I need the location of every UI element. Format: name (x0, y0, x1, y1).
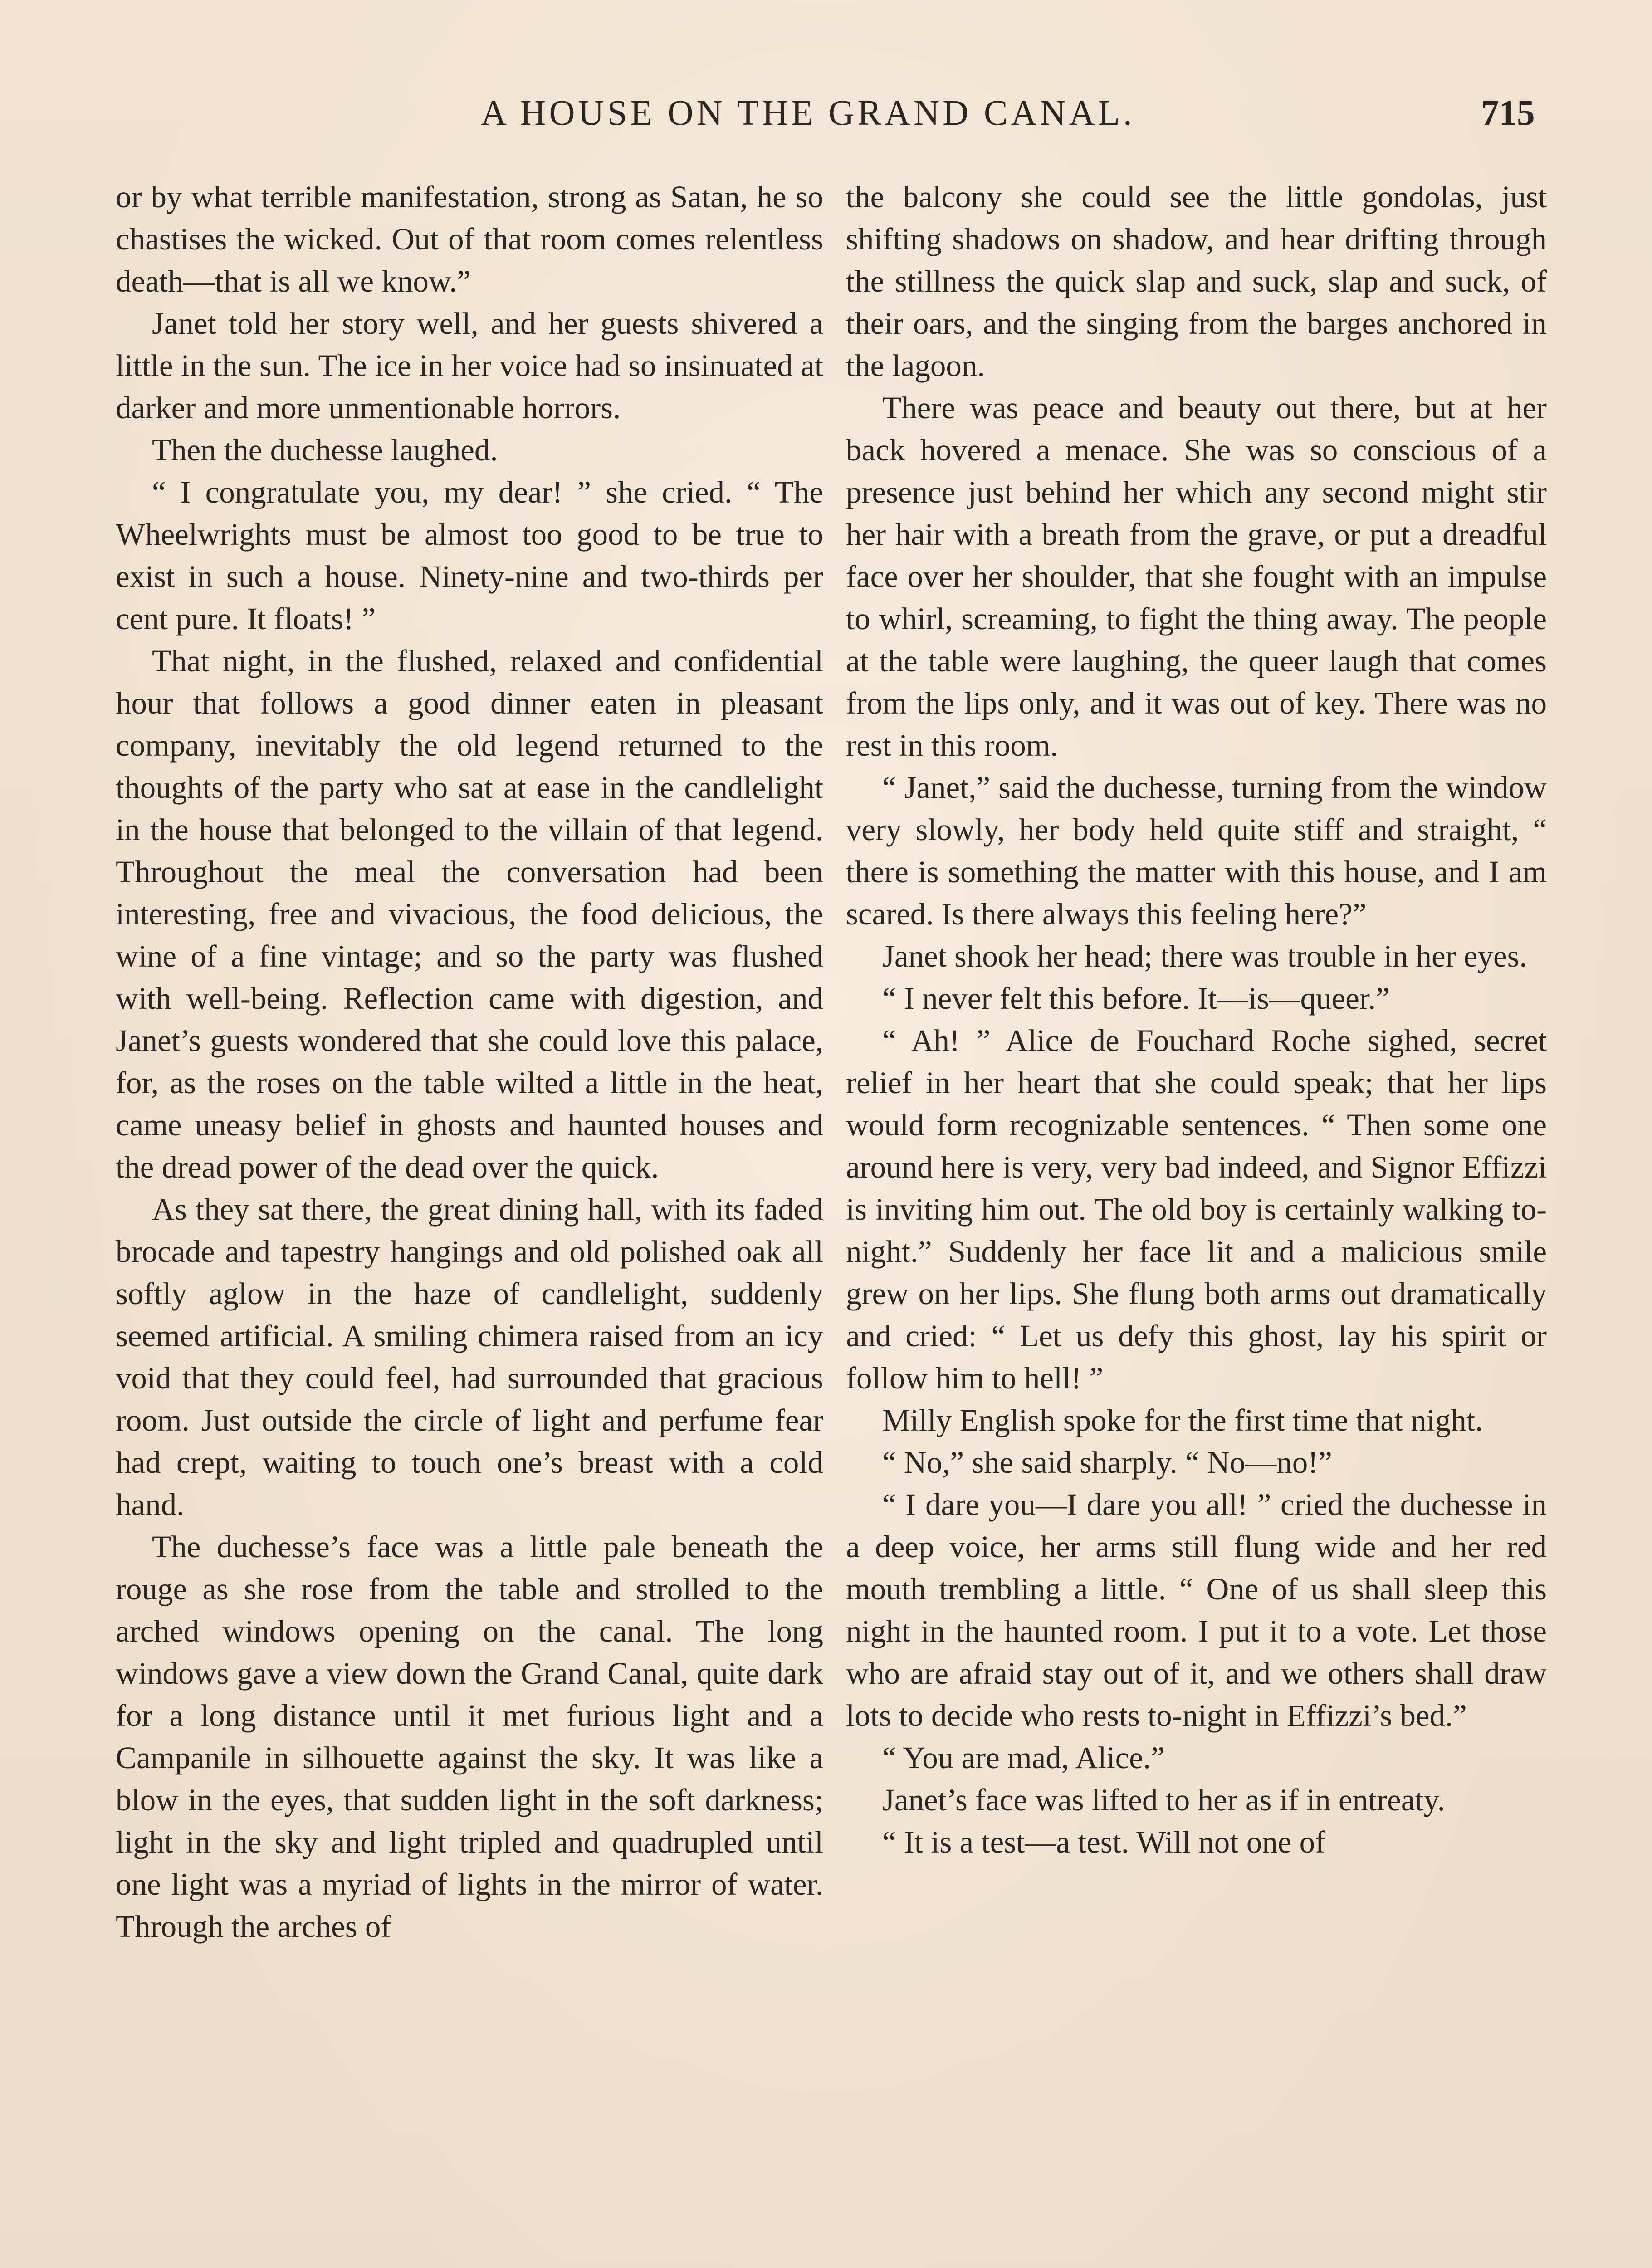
paragraph: There was peace and beauty out there, but at her back hovered a menace. She was so conscious of a presence just behind her which any second might stir her hair with a breath from the grave, or put a dreadful face over her shoulder, that she fought with an impulse to whirl, screaming, to fight the thing away. The people at the table were laughing, the queer laugh that comes from the lips only, and it was out of key. There was no rest in this room. (846, 391, 1547, 763)
left-text-column (116, 176, 823, 1948)
paragraph: “ I never felt this before. It—is—queer.” (882, 981, 1390, 1016)
paragraph: Then the duchesse laughed. (152, 433, 498, 467)
paragraph: “ No,” she said sharply. “ No—no!” (882, 1445, 1332, 1480)
paragraph: Milly English spoke for the first time that night. (882, 1403, 1483, 1437)
paragraph: “ You are mad, Alice.” (882, 1740, 1165, 1775)
paragraph: Janet told her story well, and her guests shivered a little in the sun. The ice in her voice had so insinuated at darker and more unmentionable horrors. (116, 306, 823, 425)
paragraph: or by what terrible manifestation, strong as Satan, he so chastises the wicked. Out of that room comes relentless death—that is all we know.” (116, 180, 823, 298)
paragraph: As they sat there, the great dining hall, with its faded brocade and tapestry hangings and old polished oak all softly aglow in the haze of candlelight, suddenly seemed artificial. A smiling chimera raised from an icy void that they could feel, had surrounded that gracious room. Just outside the circle of light and perfume fear had crept, waiting to touch one’s breast with a cold hand. (116, 1192, 823, 1522)
paragraph: “ Janet,” said the duchesse, turning from the window very slowly, her body held quite stiff and straight, “ there is something the matter with this house, and I am scared. Is there always this feeling here?” (846, 770, 1547, 931)
running-title: A HOUSE ON THE GRAND CANAL. (481, 93, 1135, 133)
paragraph: “ It is a test—a test. Will not one of (882, 1825, 1326, 1859)
paragraph: Janet’s face was lifted to her as if in entreaty. (882, 1783, 1445, 1817)
paragraph: the balcony she could see the little gondolas, just shifting shadows on shadow, and hear drifting through the stillness the quick slap and suck, slap and suck, of their oars, and the singing from the barges anchored in the lagoon. (846, 180, 1547, 383)
right-text-column (846, 176, 1547, 1863)
paragraph: The duchesse’s face was a little pale beneath the rouge as she rose from the table and strolled to the arched windows opening on the canal. The long windows gave a view down the Grand Canal, quite dark for a long distance until it met furious light and a Campanile in silhouette against the sky. It was like a blow in the eyes, that sudden light in the soft darkness; light in the sky and light tripled and quadrupled until one light was a myriad of lights in the mirror of water. Through the arches of (116, 1530, 823, 1944)
paragraph: “ I dare you—I dare you all! ” cried the duchesse in a deep voice, her arms still flung wide and her red mouth trembling a little. “ One of us shall sleep this night in the haunted room. I put it to a vote. Let those who are afraid stay out of it, and we others shall draw lots to decide who rests to-night in Effizzi’s bed.” (846, 1487, 1547, 1733)
page-number: 715 (1481, 93, 1535, 133)
paragraph: “ Ah! ” Alice de Fouchard Roche sighed, secret relief in her heart that she could speak; that her lips would form recognizable sentences. “ Then some one around here is very, very bad indeed, and Signor Effizzi is inviting him out. The old boy is certainly walking to-night.” Suddenly her face lit and a malicious smile grew on her lips. She flung both arms out dramatically and cried: “ Let us defy this ghost, lay his spirit or follow him to hell! ” (846, 1023, 1547, 1395)
paragraph: “ I congratulate you, my dear! ” she cried. “ The Wheelwrights must be almost too good to be true to exist in such a house. Ninety-nine and two-thirds per cent pure. It floats! ” (116, 475, 823, 636)
paragraph: Janet shook her head; there was trouble in her eyes. (882, 939, 1527, 973)
paragraph: That night, in the flushed, relaxed and confidential hour that follows a good dinner eaten in pleasant company, inevitably the old legend returned to the thoughts of the party who sat at ease in the candlelight in the house that belonged to the villain of that legend. Throughout the meal the conversation had been interesting, free and vivacious, the food delicious, the wine of a fine vintage; and so the party was flushed with well-being. Reflection came with digestion, and Janet’s guests wondered that she could love this palace, for, as the roses on the table wilted a little in the heat, came uneasy belief in ghosts and haunted houses and the dread power of the dead over the quick. (116, 644, 823, 1184)
